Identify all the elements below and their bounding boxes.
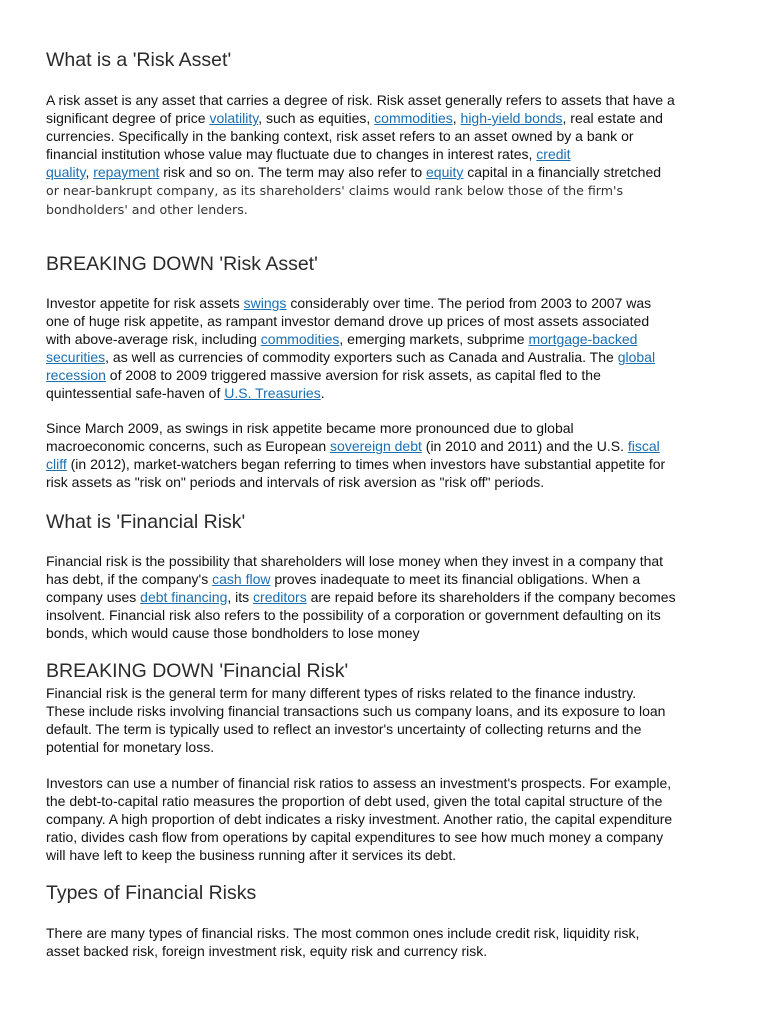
inline-link[interactable]: repayment	[93, 164, 160, 180]
inline-link[interactable]: commodities	[260, 331, 340, 347]
inline-link[interactable]: credit quality	[46, 146, 571, 180]
text-run: Investors can use a number of financial risk ratios to assess an investment's prospects. For example, the debt-to-capital ratio measures the proportion of debt used, given the total capital structure of the company. A high proportion of debt indicates a risky investment. Another ratio, the capital expenditure ratio, divides cash flow from operations by capital expenditures to see how much money a company will have left to keep the business running after it services its debt.	[46, 775, 673, 863]
inline-link[interactable]: U.S. Treasuries	[224, 385, 321, 401]
inline-link[interactable]: debt financing	[140, 589, 228, 605]
paragraph	[46, 419, 736, 491]
inline-link[interactable]: global recession	[46, 349, 656, 383]
text-run: , real estate and currencies. Specifically in the banking context, risk asset refers to an asset owned by a bank or financial institution whose value may fluctuate due to changes in interest rates,	[46, 110, 663, 162]
paragraph	[46, 552, 736, 642]
text-run: Since March 2009, as swings in risk appetite became more pronounced due to global macroeconomic concerns, such as European	[46, 420, 574, 454]
heading-breaking-down-risk-asset: BREAKING DOWN 'Risk Asset'	[46, 253, 318, 275]
text-run: , such as equities,	[258, 110, 375, 126]
text-run: , emerging markets, subprime	[339, 331, 529, 347]
text-run: There are many types of financial risks. The most common ones include credit risk, liquidity risk, asset backed risk, foreign investment risk, equity risk and currency risk.	[46, 925, 640, 959]
text-run: , as well as currencies of commodity exporters such as Canada and Australia. The	[105, 349, 618, 365]
inline-link[interactable]: volatility	[209, 110, 259, 126]
text-run: considerably over time. The period from 2003 to 2007 was one of huge risk appetite, as rampant investor demand drove up prices of most assets associated with above-average risk, including	[46, 295, 652, 347]
text-run: A risk asset is any asset that carries a degree of risk. Risk asset generally refers to assets that have a significant degree of price	[46, 92, 675, 126]
inline-link[interactable]: mortgage-backed securities	[46, 331, 638, 365]
text-run: Investor appetite for risk assets	[46, 295, 244, 311]
text-run: capital in a financially stretched	[467, 164, 662, 180]
heading-types-of-financial-risks: Types of Financial Risks	[46, 882, 257, 904]
text-run: or near-bankrupt company, as its shareholders' claims would rank below those of the firm's bondholders' and other lenders.	[46, 183, 624, 217]
heading-breaking-down-financial-risk: BREAKING DOWN 'Financial Risk'	[46, 660, 349, 682]
text-run: Financial risk is the possibility that shareholders will lose money when they invest in a company that has debt, if the company's	[46, 553, 664, 587]
inline-link[interactable]: commodities	[374, 110, 453, 126]
text-run: risk and so on. The term may also refer to	[159, 164, 427, 180]
paragraph	[46, 91, 736, 219]
text-run: are repaid before its shareholders if the company becomes insolvent. Financial risk also refers to the possibility of a corporation or government defaulting on its bonds, which would cause those bondholders to lose money	[46, 589, 676, 641]
text-run: proves inadequate to meet its financial obligations. When a company uses	[46, 571, 641, 605]
inline-link[interactable]: creditors	[253, 589, 307, 605]
text-run: ,	[85, 164, 94, 180]
inline-link[interactable]: fiscal cliff	[46, 438, 660, 472]
inline-link[interactable]: sovereign debt	[330, 438, 422, 454]
inline-link[interactable]: high-yield bonds	[460, 110, 563, 126]
text-run: (in 2010 and 2011) and the U.S.	[421, 438, 628, 454]
text-run: .	[320, 385, 325, 401]
paragraph	[46, 924, 736, 960]
inline-link[interactable]: cash flow	[212, 571, 271, 587]
inline-link[interactable]: equity	[426, 164, 464, 180]
text-run: (in 2012), market-watchers began referring to times when investors have substantial appetite for risk assets as "risk on" periods and intervals of risk aversion as "risk off" periods.	[46, 456, 666, 490]
inline-link[interactable]: swings	[243, 295, 287, 311]
paragraph	[46, 294, 736, 402]
text-run: of 2008 to 2009 triggered massive aversion for risk assets, as capital fled to the quintessential safe-haven of	[46, 367, 601, 401]
text-run: Financial risk is the general term for many different types of risks related to the finance industry. These include risks involving financial transactions such us company loans, and its exposure to loan default. The term is typically used to reflect an investor's uncertainty of collecting returns and the potential for monetary loss.	[46, 685, 666, 755]
heading-what-is-risk-asset: What is a 'Risk Asset'	[46, 49, 232, 71]
paragraph	[46, 774, 736, 864]
text-run: , its	[227, 589, 254, 605]
paragraph	[46, 684, 736, 756]
text-run: ,	[452, 110, 461, 126]
heading-what-is-financial-risk: What is 'Financial Risk'	[46, 511, 246, 533]
